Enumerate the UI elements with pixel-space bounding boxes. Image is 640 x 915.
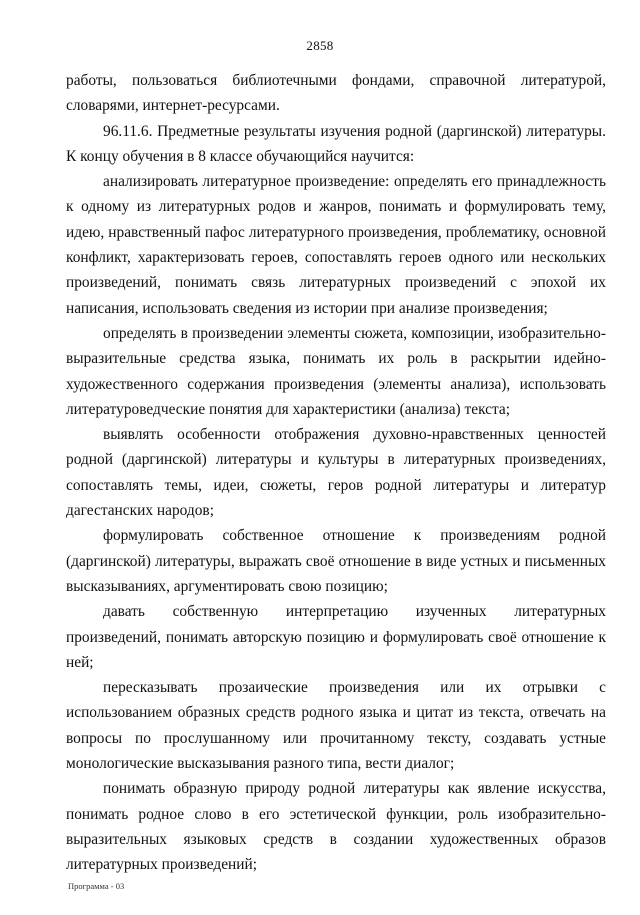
paragraph-section-heading: 96.11.6. Предметные результаты изучения родной (даргинской) литературы. К концу обучения в 8 классе обучающийся научится: — [66, 122, 606, 165]
paragraph-list-item: выявлять особенности отображения духовно-нравственных ценностей родной (даргинской) литературы и культуры в литературных произведениях, сопоставлять темы, идеи, сюжеты, геров родной литературы и литератур дагестанских народов; — [66, 426, 606, 520]
paragraph-list-item: анализировать литературное произведение: определять его принадлежность к одному из литературных родов и жанров, понимать и формулировать тему, идею, нравственный пафос литературного произведения, проблематику, основной конфликт, характеризовать героев, сопоставлять героев одного или нескольких произведений, понимать связь литературных произведений с эпохой их написания, использовать сведения из истории при анализе произведения; — [66, 173, 606, 317]
paragraph-list-item: определять в произведении элементы сюжета, композиции, изобразительно-выразительные средства языка, понимать их роль в раскрытии идейно-художественного содержания произведения (элементы анализа), использовать литературоведческие понятия для характеристики (анализа) текста; — [66, 324, 606, 418]
paragraph-continuation: работы, пользоваться библиотечными фондами, справочной литературой, словарями, интернет-ресурсами. — [66, 72, 606, 115]
document-body — [66, 68, 606, 878]
paragraph-list-item: пересказывать прозаические произведения или их отрывки с использованием образных средств родного языка и цитат из текста, отвечать на вопросы по прослушанному или прочитанному тексту, создавать устные монологические высказывания разного типа, вести диалог; — [66, 679, 606, 773]
paragraph-list-item: формулировать собственное отношение к произведениям родной (даргинской) литературы, выражать своё отношение в виде устных и письменных высказываниях, аргументировать свою позицию; — [66, 527, 606, 595]
paragraph-list-item: давать собственную интерпретацию изученных литературных произведений, понимать авторскую позицию и формулировать своё отношение к ней; — [66, 603, 606, 671]
footer-label: Программа - 03 — [68, 881, 125, 891]
paragraph-list-item: понимать образную природу родной литературы как явление искусства, понимать родное слово в его эстетической функции, роль изобразительно-выразительных языковых средств в создании художественных образов литературных произведений; — [66, 780, 606, 874]
page-number: 2858 — [306, 38, 334, 53]
